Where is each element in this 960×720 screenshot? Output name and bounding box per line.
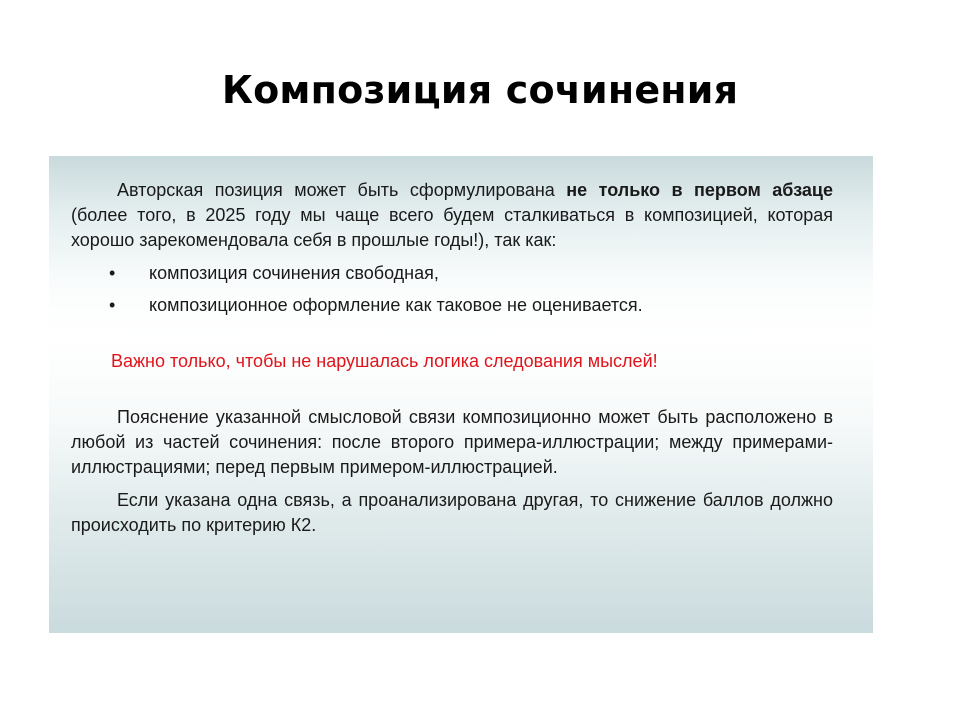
paragraph-author-position	[71, 178, 833, 253]
content-panel	[49, 156, 873, 633]
bullet-item	[71, 257, 833, 289]
important-note: Важно только, чтобы не нарушалась логика следования мыслей!	[111, 351, 658, 371]
bullet-text: композиционное оформление как таковое не оценивается.	[149, 295, 643, 315]
bullet-item	[71, 289, 833, 321]
paragraph-author-position-bold: не только в первом абзаце	[566, 180, 833, 200]
bullet-marker: •	[109, 263, 116, 283]
paragraph-explanation: Пояснение указанной смысловой связи композиционно может быть расположено в любой из частей сочинения: после второго примера-иллюстрации; между примерами-иллюстрациями; перед первым примером-иллюстрацией.	[71, 407, 833, 477]
bullet-marker: •	[109, 295, 116, 315]
slide-title: Композиция сочинения	[221, 68, 739, 112]
bullet-text: композиция сочинения свободная,	[149, 263, 439, 283]
paragraph-author-position-prefix: Авторская позиция может быть сформулирована	[117, 180, 567, 200]
paragraph-criterion: Если указана одна связь, а проанализирована другая, то снижение баллов должно происходить по критерию К2.	[71, 490, 833, 535]
bullet-list	[71, 257, 833, 321]
paragraph-author-position-suffix: (более того, в 2025 году мы чаще всего будем сталкиваться в композицией, которая хорошо зарекомендовала себя в прошлые годы!), так как:	[71, 205, 833, 250]
